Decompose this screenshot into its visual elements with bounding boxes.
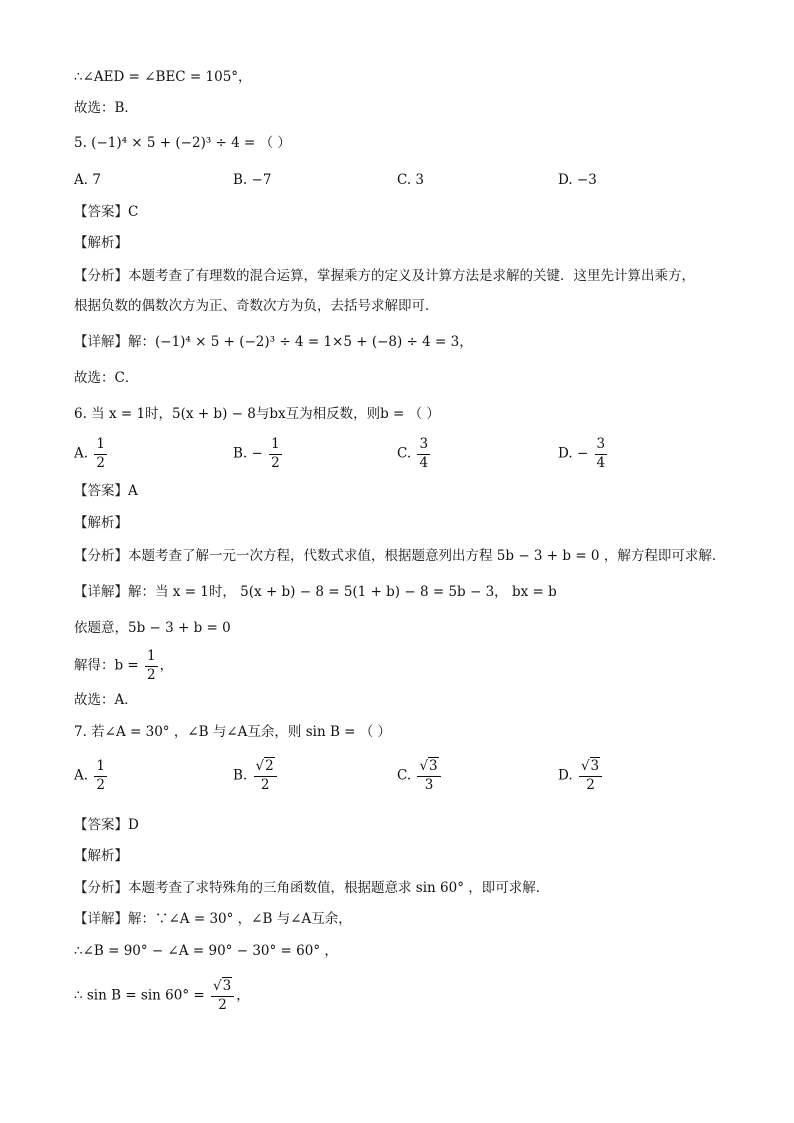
numerator: 3: [417, 438, 430, 455]
denominator: 2: [96, 454, 105, 471]
q6-option-d: [558, 438, 609, 470]
option-label: D.: [558, 445, 573, 462]
q6-option-c: [397, 438, 432, 470]
q5-stem: 5. (−1)⁴ × 5 + (−2)³ ÷ 4 = （ ）: [74, 135, 291, 151]
sqrt-sign: √3: [580, 758, 600, 774]
xiangjie-text: 解：(−1)⁴ × 5 + (−2)³ ÷ 4 = 1×5 + (−8) ÷ 4 = 3，: [128, 334, 473, 350]
xiangjie-label: 【详解】: [74, 911, 128, 927]
q5-option-c: C. 3: [397, 172, 425, 188]
option-label: C.: [397, 445, 412, 462]
radicand: 3: [222, 978, 232, 994]
q5-option-b: B. −7: [233, 172, 272, 188]
xiangjie-text: 解：当 x = 1时， 5(x + b) − 8 = 5(1 + b) − 8 = 5b − 3， bx = b: [128, 584, 557, 600]
option-label: D.: [558, 767, 573, 784]
numerator: 1: [94, 760, 107, 777]
numerator: [211, 980, 234, 997]
denominator: 2: [147, 666, 156, 683]
q6-choose: 故选：A．: [74, 692, 138, 708]
numerator: [254, 760, 277, 777]
option-label: A.: [74, 767, 89, 784]
jiede-prefix: 解得：b =: [74, 657, 139, 674]
q6-jiexi: 【解析】: [74, 515, 128, 531]
option-fraction: [579, 760, 602, 792]
q7-option-d: [558, 760, 604, 792]
q7-step2: ∴∠B = 90° − ∠A = 90° − 30° = 60° ，: [74, 943, 338, 959]
denominator: 4: [596, 454, 606, 471]
denominator: 2: [271, 454, 280, 471]
q7-option-a: [74, 760, 109, 792]
fenxi-text: 本题考查了有理数的混合运算，掌握乘方的定义及计算方法是求解的关键．这里先计算出乘方，: [128, 268, 695, 284]
numerator: 1: [94, 438, 107, 455]
choice-line: 故选：B．: [74, 100, 138, 116]
q7-stem: 7. 若∠A = 30° ，∠B 与∠A互余，则 sin B = （ ）: [74, 724, 392, 740]
q5-answer: [74, 202, 138, 222]
fenxi-text: 本题考查了求特殊角的三角函数值，根据题意求 sin 60° ，即可求解．: [128, 880, 550, 896]
radicand: 3: [429, 758, 438, 774]
numerator: 1: [145, 650, 158, 667]
q6-stem: 6. 当 x = 1时，5(x + b) − 8与bx互为相反数，则b = （ ）: [74, 406, 440, 422]
q7-option-c: [397, 760, 443, 792]
xiangjie-text: 解：∵∠A = 30° ，∠B 与∠A互余，: [128, 911, 352, 927]
q5-option-d: D. −3: [558, 172, 597, 188]
conclusion-line: ∴∠AED = ∠BEC = 105°，: [74, 69, 252, 85]
option-fraction: [269, 438, 282, 470]
q5-fenxi-cont: 根据负数的偶数次方为正、奇数次方为负，去括号求解即可．: [74, 298, 439, 314]
q6-yiti: 依题意，5b − 3 + b = 0: [74, 620, 231, 636]
q6-jiede: [74, 650, 173, 682]
q6-option-b: [233, 438, 284, 470]
denominator: 2: [218, 996, 227, 1013]
answer-value: A: [128, 483, 138, 499]
q7-jiexi: 【解析】: [74, 848, 128, 864]
fenxi-label: 【分析】: [74, 268, 128, 284]
answer-value: D: [128, 817, 139, 833]
answer-label: 【答案】: [74, 483, 128, 499]
q6-fenxi: [74, 546, 725, 566]
option-fraction: [254, 760, 277, 792]
sqrt-sign: √3: [419, 758, 438, 774]
q5-xiangjie: [74, 332, 473, 352]
radicand: 3: [590, 758, 600, 774]
q5-jiexi: 【解析】: [74, 235, 128, 251]
fenxi-label: 【分析】: [74, 548, 128, 564]
q6-xiangjie: [74, 582, 557, 602]
answer-label: 【答案】: [74, 817, 128, 833]
step3-fraction: [211, 980, 234, 1012]
fenxi-text: 本题考查了解一元一次方程，代数式求值，根据题意列出方程 5b − 3 + b = 0 ，解方程即可求解．: [128, 548, 726, 564]
numerator: 1: [269, 438, 282, 455]
denominator: 2: [260, 776, 270, 793]
option-sign: −: [576, 445, 589, 462]
option-fraction: [94, 438, 107, 470]
q5-option-a: A. 7: [74, 172, 101, 188]
jiede-fraction: [145, 650, 158, 682]
option-fraction: [595, 438, 608, 470]
option-fraction: [417, 438, 430, 470]
sqrt-sign: √3: [213, 978, 232, 994]
denominator: 2: [96, 776, 105, 793]
option-label: B.: [233, 767, 248, 784]
step3-suffix: ，: [236, 987, 250, 1004]
jiede-suffix: ，: [159, 657, 174, 674]
option-label: B.: [233, 445, 248, 462]
sqrt-sign: √2: [255, 758, 274, 774]
radicand: 2: [265, 758, 274, 774]
xiangjie-label: 【详解】: [74, 584, 128, 600]
option-fraction: [94, 760, 107, 792]
q6-option-a: [74, 438, 109, 470]
q6-answer: [74, 481, 138, 501]
option-label: A.: [74, 445, 89, 462]
q7-answer: [74, 815, 139, 835]
q7-option-b: [233, 760, 279, 792]
q5-choose: 故选：C．: [74, 370, 139, 386]
numerator: [579, 760, 602, 777]
option-fraction: [417, 760, 440, 792]
option-label: C.: [397, 767, 412, 784]
answer-label: 【答案】: [74, 204, 128, 220]
fenxi-label: 【分析】: [74, 880, 128, 896]
answer-value: C: [128, 204, 139, 220]
xiangjie-label: 【详解】: [74, 334, 128, 350]
q7-fenxi: [74, 878, 549, 898]
denominator: 4: [419, 454, 429, 471]
q7-step3: [74, 980, 250, 1012]
denominator: 3: [424, 776, 434, 793]
q5-fenxi: [74, 266, 695, 286]
option-sign: −: [251, 445, 263, 462]
numerator: 3: [595, 438, 608, 455]
q7-xiangjie: [74, 909, 352, 929]
denominator: 2: [586, 776, 595, 793]
step3-prefix: ∴ sin B = sin 60° =: [74, 987, 205, 1004]
numerator: [417, 760, 440, 777]
